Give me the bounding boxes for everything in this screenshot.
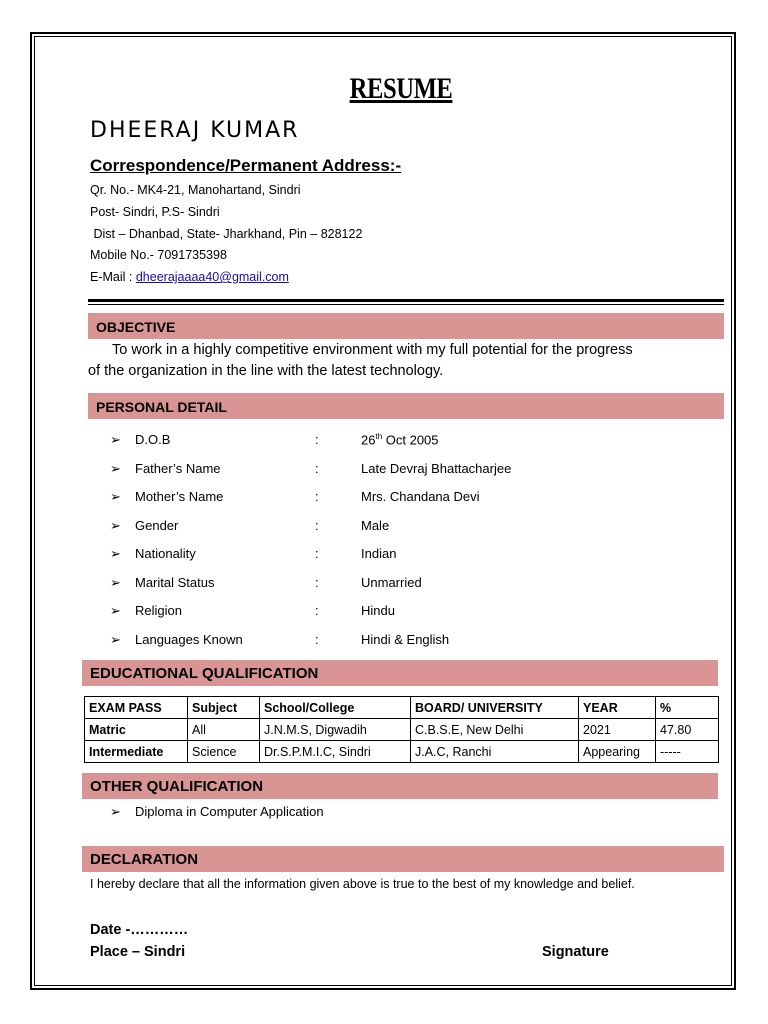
dob-suffix: th xyxy=(375,432,383,441)
personal-label: Marital Status xyxy=(135,575,215,590)
page-border-inner xyxy=(34,36,732,986)
email-label: E-Mail : xyxy=(90,270,136,284)
bullet-arrow-icon: ➢ xyxy=(110,546,121,561)
header-divider-thin xyxy=(88,304,724,305)
objective-line-2: of the organization in the line with the latest technology. xyxy=(88,363,444,379)
dob-rest: Oct 2005 xyxy=(382,432,439,448)
table-header-cell: YEAR xyxy=(579,697,656,719)
personal-value: Hindu xyxy=(361,603,395,618)
table-cell: Intermediate xyxy=(85,741,188,763)
bullet-arrow-icon: ➢ xyxy=(110,432,121,447)
mobile-number: Mobile No.- 7091735398 xyxy=(90,248,227,262)
education-heading: EDUCATIONAL QUALIFICATION xyxy=(82,660,718,686)
address-line-2: Post- Sindri, P.S- Sindri xyxy=(90,205,220,219)
personal-value: Male xyxy=(361,518,390,533)
personal-value: Late Devraj Bhattacharjee xyxy=(361,461,512,476)
declaration-heading: DECLARATION xyxy=(82,846,724,872)
resume-title: RESUME xyxy=(349,72,453,105)
signature-label: Signature xyxy=(542,944,609,960)
table-cell: Appearing xyxy=(579,741,656,763)
table-header-cell: Subject xyxy=(188,697,260,719)
address-line-1: Qr. No.- MK4-21, Manohartand, Sindri xyxy=(90,183,301,197)
declaration-date: Date -………… xyxy=(90,922,189,938)
other-qualification-heading: OTHER QUALIFICATION xyxy=(82,773,718,799)
personal-value: Mrs. Chandana Devi xyxy=(361,489,480,504)
address-heading: Correspondence/Permanent Address:- xyxy=(90,156,402,175)
table-cell: ----- xyxy=(656,741,719,763)
table-cell: 47.80 xyxy=(656,719,719,741)
personal-colon: : xyxy=(315,603,319,618)
bullet-arrow-icon: ➢ xyxy=(110,603,121,618)
dob-day: 26 xyxy=(361,432,376,448)
table-header-cell: School/College xyxy=(260,697,411,719)
table-cell: Matric xyxy=(85,719,188,741)
table-row xyxy=(85,719,719,741)
declaration-place: Place – Sindri xyxy=(90,944,186,960)
table-cell: All xyxy=(188,719,260,741)
email-row xyxy=(90,270,289,284)
bullet-arrow-icon: ➢ xyxy=(110,518,121,533)
personal-value xyxy=(361,432,439,447)
email-link[interactable]: dheerajaaaa40@gmail.com xyxy=(135,270,289,284)
address-line-3: Dist – Dhanbad, State- Jharkhand, Pin – 828122 xyxy=(90,227,363,241)
table-header-row xyxy=(85,697,719,719)
table-header-cell: BOARD/ UNIVERSITY xyxy=(411,697,579,719)
personal-colon: : xyxy=(315,632,319,647)
personal-colon: : xyxy=(315,489,319,504)
personal-label: Mother’s Name xyxy=(135,489,224,504)
table-cell: J.N.M.S, Digwadih xyxy=(260,719,411,741)
table-header-cell: EXAM PASS xyxy=(85,697,188,719)
personal-colon: : xyxy=(315,546,319,561)
other-qualification-text: Diploma in Computer Application xyxy=(135,804,324,819)
table-cell: 2021 xyxy=(579,719,656,741)
personal-colon: : xyxy=(315,432,319,447)
bullet-arrow-icon: ➢ xyxy=(110,632,121,647)
education-table xyxy=(84,696,719,763)
declaration-text: I hereby declare that all the information given above is true to the best of my knowledge and belief. xyxy=(90,877,635,891)
personal-value: Unmarried xyxy=(361,575,422,590)
header-divider xyxy=(88,299,724,302)
personal-colon: : xyxy=(315,518,319,533)
table-cell: Science xyxy=(188,741,260,763)
objective-line-1: To work in a highly competitive environment with my full potential for the progress xyxy=(112,342,633,358)
personal-label: Languages Known xyxy=(135,632,243,647)
table-header-cell: % xyxy=(656,697,719,719)
table-cell: J.A.C, Ranchi xyxy=(411,741,579,763)
bullet-arrow-icon: ➢ xyxy=(110,489,121,504)
personal-label: Religion xyxy=(135,603,182,618)
personal-label: Gender xyxy=(135,518,179,533)
personal-colon: : xyxy=(315,575,319,590)
bullet-arrow-icon: ➢ xyxy=(110,461,121,476)
personal-detail-heading: PERSONAL DETAIL xyxy=(88,393,724,419)
table-cell: Dr.S.P.M.I.C, Sindri xyxy=(260,741,411,763)
candidate-name: DHEERAJ KUMAR xyxy=(90,118,300,143)
personal-value: Indian xyxy=(361,546,397,561)
table-row xyxy=(85,741,719,763)
objective-heading: OBJECTIVE xyxy=(88,313,724,339)
personal-value: Hindi & English xyxy=(361,632,450,647)
personal-label: Nationality xyxy=(135,546,196,561)
personal-colon: : xyxy=(315,461,319,476)
bullet-arrow-icon: ➢ xyxy=(110,804,121,819)
personal-label: Father’s Name xyxy=(135,461,221,476)
personal-label: D.O.B xyxy=(135,432,171,447)
bullet-arrow-icon: ➢ xyxy=(110,575,121,590)
table-cell: C.B.S.E, New Delhi xyxy=(411,719,579,741)
